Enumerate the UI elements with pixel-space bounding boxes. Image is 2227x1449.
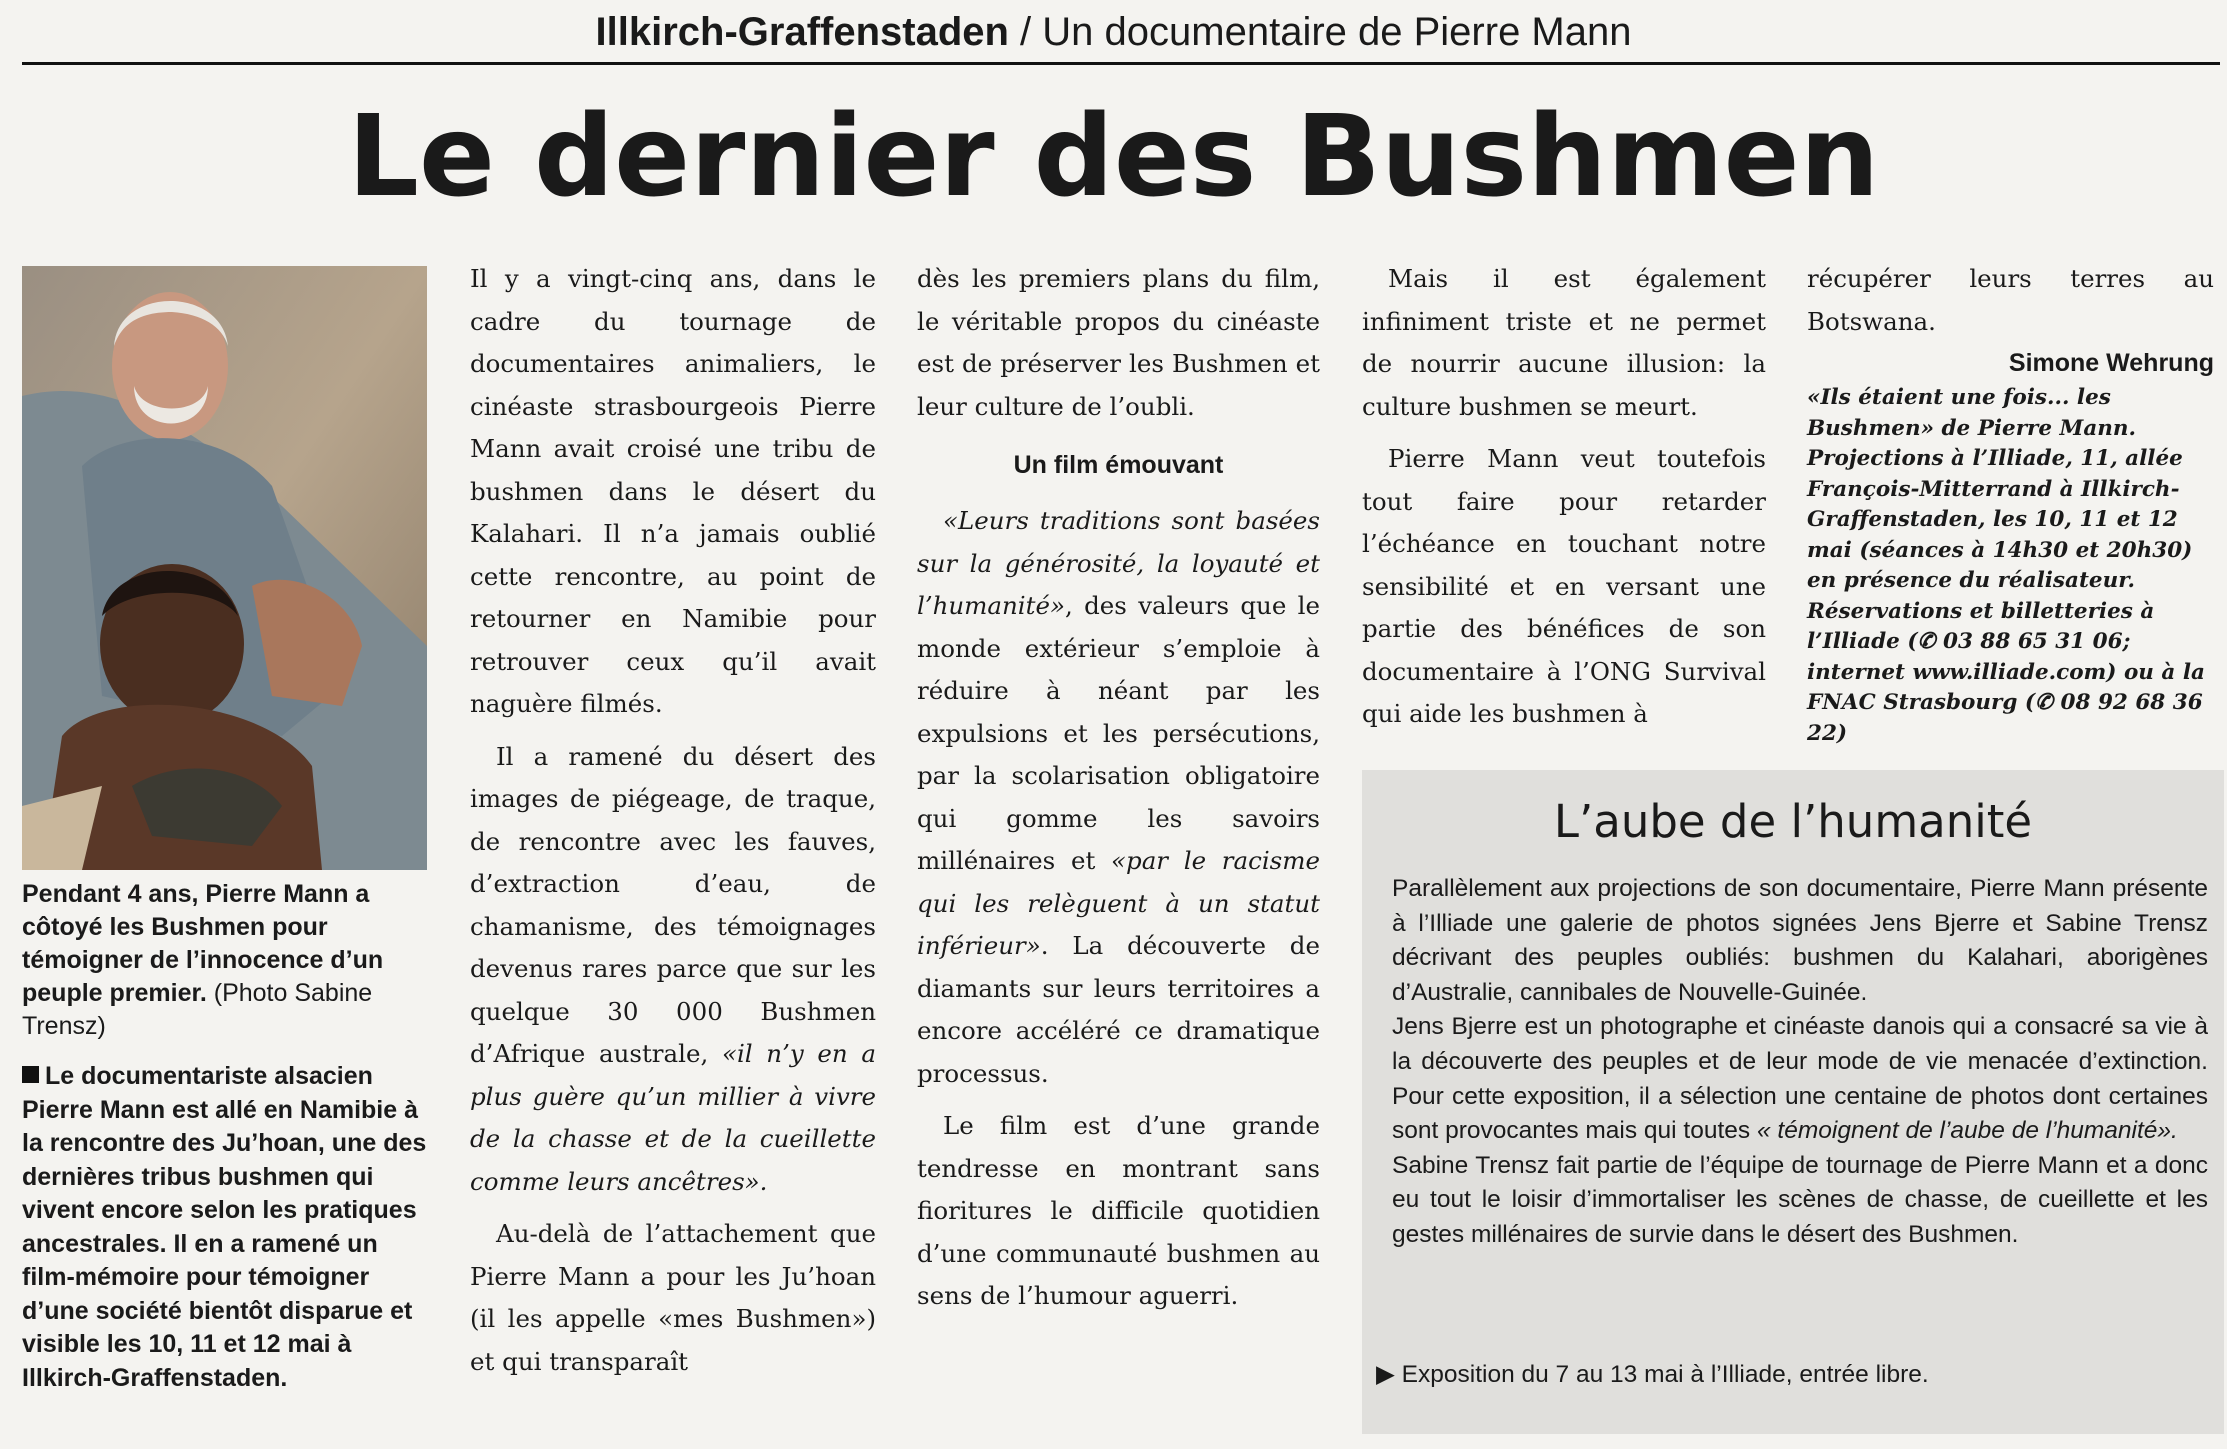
box-paragraph-text: Jens Bjerre est un photographe et cinéaste danois qui a consacré sa vie à la découverte des peuples et de leur mode de vie menacée d’extinction. Pour cette exposition, il a sélection une centaine de photos dont certaines sont provocantes mais qui toutes — [1392, 1013, 2208, 1145]
lead-paragraph — [22, 1060, 432, 1395]
paragraph: dès les premiers plans du film, le véritable propos du cinéaste est de préserver les Bushmen et leur culture de l’oubli. — [917, 264, 1320, 421]
article-column-2 — [917, 258, 1320, 1318]
quote: «Leurs traditions sont basées sur la générosité, la loyauté et l’humanité» — [917, 506, 1320, 620]
paragraph-text: Il a ramené du désert des images de piégeage, de traque, de rencontre avec les fauves, d’extraction d’eau, de chamanisme, des témoignages devenus rares parce que sur les quelque 30 000 Bushmen d’Afrique australe, — [470, 741, 876, 1068]
section-topic: Un documentaire de Pierre Mann — [1042, 10, 1632, 54]
box-text — [1392, 872, 2208, 1253]
paragraph: Mais il est également infiniment triste et ne permet de nourrir aucune illusion: la culture bushmen se meurt. — [1362, 264, 1766, 421]
sidebar-box — [1362, 770, 2224, 1434]
section-separator: / — [1008, 10, 1043, 54]
paragraph — [470, 736, 876, 1204]
lead-text: Le documentariste alsacien Pierre Mann est allé en Namibie à la rencontre des Ju’hoan, une des dernières tribus bushmen qui vivent encore selon les pratiques ancestrales. Il en a ramené un film-mémoire pour témoigner d’une société bientôt disparue et visible les 10, 11 et 12 mai à Illkirch-Graffenstaden. — [22, 1062, 427, 1392]
article-photo — [22, 266, 427, 870]
triangle-bullet-icon: ▶ — [1376, 1361, 1402, 1388]
author-signature: Simone Wehrung — [2008, 349, 2214, 377]
paragraph-text: . La découverte de diamants sur leurs territoires a encore accéléré ce dramatique processus. — [917, 931, 1320, 1088]
box-paragraph: Parallèlement aux projections de son documentaire, Pierre Mann présente à l’Illiade une galerie de photos signées Jens Bjerre et Sabine Trensz décrivant des peuples oubliés: bushmen du Kalahari, aborigènes d’Australie, cannibales de Nouvelle-Guinée. — [1392, 875, 2208, 1006]
quote: «il n’y en a plus guère qu’un millier à vivre de la chasse et de la cueillette comme leurs ancêtres». — [470, 1039, 876, 1196]
paragraph: Le film est d’une grande tendresse en montrant sans fioritures le difficile quotidien d’une communauté bushmen au sens de l’humour aguerri. — [917, 1111, 1320, 1310]
header-rule — [22, 62, 2220, 65]
section-place: Illkirch-Graffenstaden — [595, 10, 1009, 54]
box-title: L’aube de l’humanité — [1553, 795, 2033, 848]
quote: «par le racisme qui les relèguent à un statut inférieur» — [917, 846, 1320, 960]
headline: Le dernier des Bushmen — [347, 92, 1880, 222]
photo-caption — [22, 878, 432, 1043]
article-column-3 — [1362, 258, 1766, 736]
paragraph: Il y a vingt-cinq ans, dans le cadre du tournage de documentaires animaliers, le cinéaste strasbourgeois Pierre Mann avait croisé une tribu de bushmen dans le désert du Kalahari. Il n’a jamais oublié cette rencontre, au point de retourner en Namibie pour retrouver ceux qu’il avait naguère filmés. — [470, 264, 876, 718]
paragraph: Au-delà de l’attachement que Pierre Mann a pour les Ju’hoan (il les appelle «mes Bushmen») et qui transparaît — [470, 1219, 876, 1376]
screening-info: «Ils étaient une fois... les Bushmen» de Pierre Mann. Projections à l’Illiade, 11, allée François-Mitterrand à Illkirch-Graffenstaden, les 10, 11 et 12 mai (séances à 14h30 et 20h30) en présence du réalisateur. Réservations et billetteries à l’Illiade (✆ 03 88 65 31 06; internet www.illiade.com) ou à la FNAC Strasbourg (✆ 08 92 68 36 22) — [1807, 385, 2205, 746]
paragraph: Pierre Mann veut toutefois tout faire pour retarder l’échéance en touchant notre sensibilité et en versant une partie des bénéfices de son documentaire à l’ONG Survival qui aide les bushmen à — [1362, 444, 1766, 728]
exhibition-note — [1376, 1358, 1929, 1392]
paragraph — [917, 500, 1320, 1095]
paragraph: récupérer leurs terres au Botswana. — [1807, 264, 2214, 336]
photo-caption-text: Pendant 4 ans, Pierre Mann a côtoyé les Bushmen pour témoigner de l’innocence d’un peuple premier. — [22, 880, 384, 1007]
article-column-4 — [1807, 258, 2214, 749]
article-column-1 — [470, 258, 876, 1383]
paragraph-text: , des valeurs que le monde extérieur s’emploie à réduire à néant par les expulsions et les persécutions, par la scolarisation obligatoire qui gomme les savoirs millénaires et — [917, 591, 1320, 875]
section-header — [0, 8, 2227, 56]
box-paragraph: Sabine Trensz fait partie de l’équipe de tournage de Pierre Mann et a donc eu tout le loisir d’immortaliser les scènes de chasse, de cueillette et les gestes millénaires de survie dans le désert des Bushmen. — [1392, 1151, 2208, 1248]
photo-credit: (Photo Sabine Trensz) — [22, 979, 373, 1040]
bullet-square-icon — [22, 1066, 39, 1083]
box-paragraph — [1392, 1010, 2208, 1148]
quote: « témoignent de l’aube de l’humanité». — [1756, 1117, 2178, 1145]
subheading: Un film émouvant — [1013, 451, 1224, 479]
exhibition-note-text: Exposition du 7 au 13 mai à l’Illiade, entrée libre. — [1401, 1361, 1929, 1388]
